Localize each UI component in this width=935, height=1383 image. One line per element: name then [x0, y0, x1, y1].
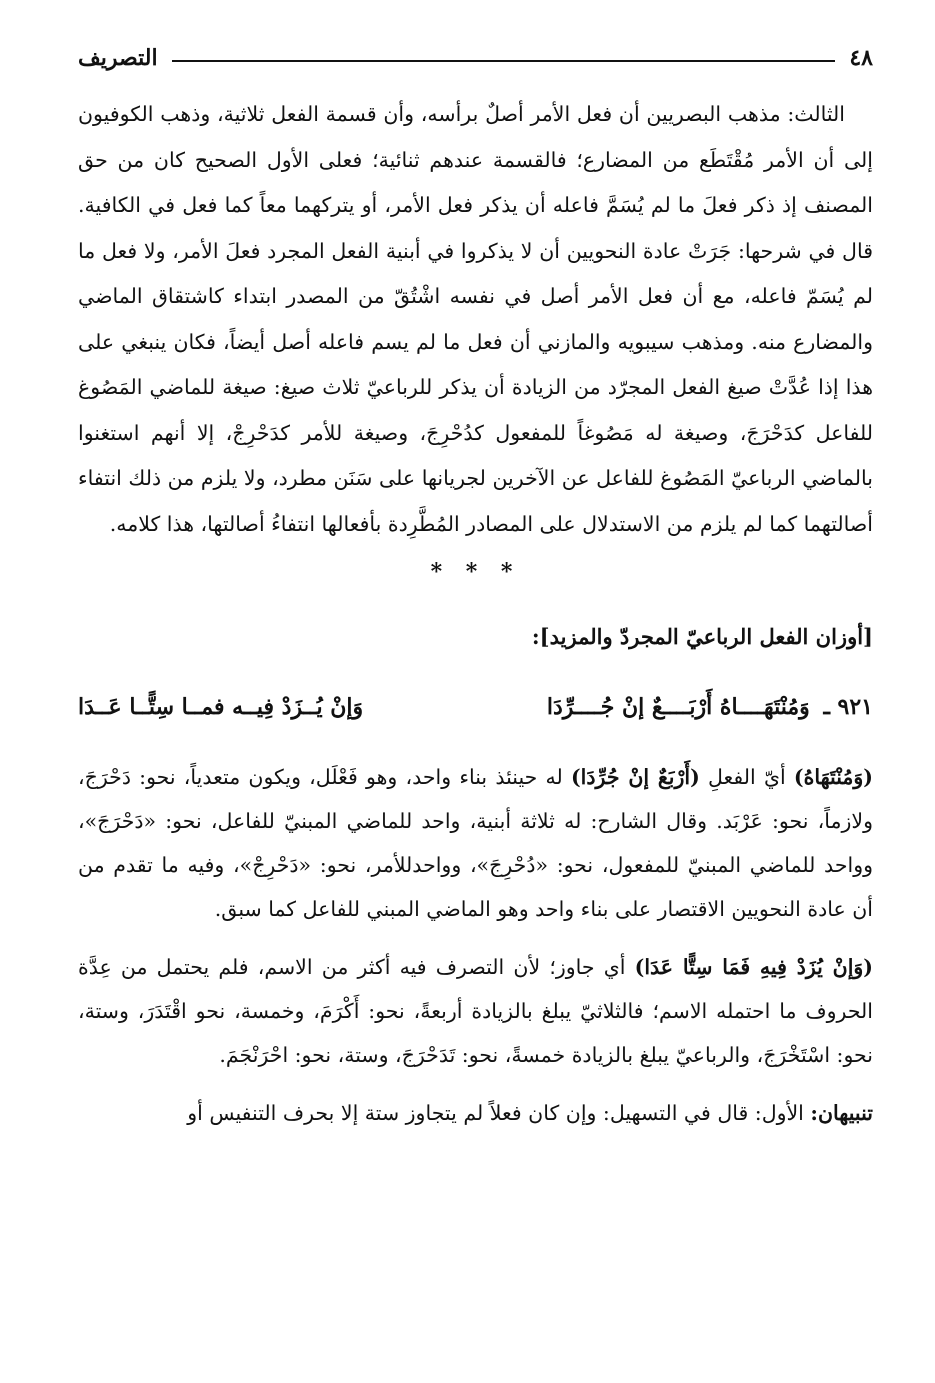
running-title: التصريف — [78, 45, 158, 71]
section-separator: * * * — [430, 559, 521, 585]
verse-first-half — [547, 683, 873, 731]
commentary-paragraph-2 — [78, 945, 873, 1077]
verse-921 — [78, 683, 873, 731]
quoted-verse-part: (وَإنْ يُزَدْ فِيهِ فَمَا سِتًّا عَدَا) — [634, 955, 873, 979]
commentary-paragraph-1 — [78, 755, 873, 931]
verse-commentary — [78, 755, 873, 1135]
notes-text: الأول: قال في التسهيل: وإن كان فعلاً لم يتجاوز ستة إلا بحرف التنفيس أو — [187, 1101, 811, 1125]
commentary-text: له حينئذ بناء واحد، وهو فَعْلَل، ويكون متعدياً، نحو: دَحْرَجَ، ولازماً، نحو: عَرْبَد. وقال الشارح: له ثلاثة أبنية، واحد للماضي المبنيّ للفاعل، نحو: «دَحْرَجَ»، وواحد للماضي المبنيّ للمفعول، نحو: «دُحْرِجَ»، وواحدللأمر، نحو: «دَحْرِجْ»، وفيه ما تقدم من أن عادة النحويين الاقتصار على بناء واحد وهو الماضي المبني للفاعل كما سبق. — [78, 765, 873, 921]
notes-paragraph — [78, 1091, 873, 1135]
verse-number: ٩٢١ ـ — [823, 694, 873, 720]
page-body — [78, 92, 873, 1135]
page-header — [78, 38, 873, 78]
header-rule — [172, 60, 836, 62]
verse-hemistich-1: وَمُنْتَهَــــاهُ أَرْبَــــعٌ إنْ جُــــرِّدَا — [546, 694, 810, 720]
quoted-verse-part: (وَمُنْتَهَاهُ) — [793, 765, 873, 789]
page-number: ٤٨ — [849, 45, 873, 71]
section-heading: [أوزان الفعل الرباعيّ المجردّ والمزيد]: — [531, 624, 873, 649]
commentary-text: أيّ الفعلِ — [699, 765, 794, 789]
quoted-verse-part: (أَرْبَعٌ إنْ جُرِّدَا) — [570, 765, 700, 789]
notes-label: تنبيهان: — [810, 1101, 873, 1125]
commentary-text: أي جاوز؛ لأن التصرف فيه أكثر من الاسم، فلم يحتمل من عِدَّة الحروف ما احتمله الاسم؛ فالثلاثيّ يبلغ بالزيادة أربعةً، نحو: أَكْرَمَ، وخمسة، نحو اقْتَدَرَ، وستة، نحو: اسْتَخْرَجَ، والرباعيّ يبلغ بالزيادة خمسةً، نحو: تَدَحْرَجَ، وستة، نحو: احْرَنْجَمَ. — [78, 955, 873, 1067]
verse-hemistich-2: وَإنْ يُــزَدْ فِيــه فمــا سِتًّــا عَــدَا — [78, 694, 364, 720]
commentary-block-1 — [78, 92, 873, 547]
paragraph-third-opinion: الثالث: مذهب البصريين أن فعل الأمر أصلٌ برأسه، وأن قسمة الفعل ثلاثية، وذهب الكوفيون إلى أن الأمر مُقْتَطَع من المضارع؛ فالقسمة عندهم ثنائية؛ فعلى الأول الصحيح كان من حق المصنف إذ ذكر فعلَ ما لم يُسَمَّ فاعله أن يذكر فعل الأمر، أو يتركهما معاً كما فعل في الكافية. قال في شرحها: جَرَتْ عادة النحويين أن لا يذكروا في أبنية الفعل المجرد فعلَ الأمر، ولا فعل ما لم يُسَمّ فاعله، مع أن فعل الأمر أصل في نفسه اشْتُقّ من المصدر ابتداء كاشتقاق الماضي والمضارع منه. ومذهب سيبويه والمازني أن فعل ما لم يسم فاعله أصل أيضاً، فكان ينبغي على هذا إذا عُدَّتْ صيغ الفعل المجرّد من الزيادة أن يذكر للرباعيّ ثلاث صيغ: صيغة للماضي المَصُوغ للفاعل كدَحْرَجَ، وصيغة له مَصُوغاً للمفعول كدُحْرِجَ، وصيغة للأمر كدَحْرِجْ، إلا أنهم استغنوا بالماضي الرباعيّ المَصُوغ للفاعل عن الآخرين لجريانها على سَنَن مطرد، ولا يلزم من ذلك انتفاء أصالتهما كما لم يلزم من الاستدلال على المصادر المُطَّرِدة بأفعالها انتفاءُ أصالتها، هذا كلامه. — [78, 102, 873, 536]
